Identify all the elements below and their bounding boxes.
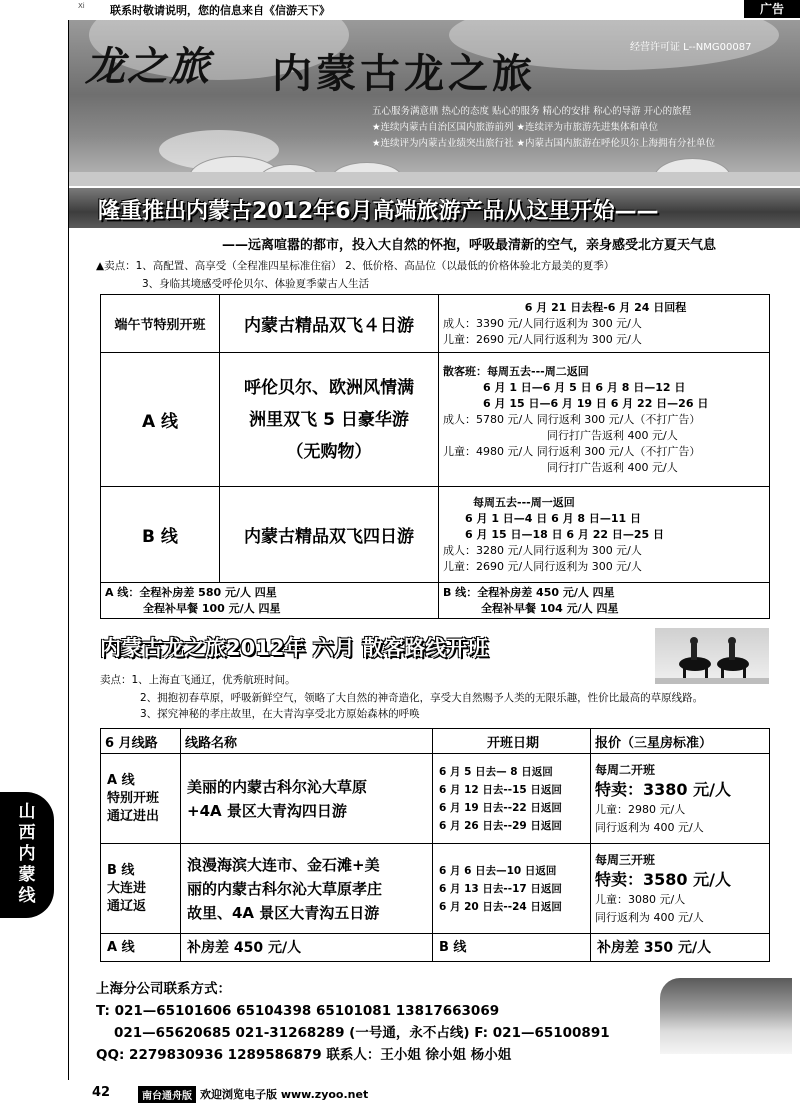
grassland: [69, 172, 800, 186]
room-supplement: 补房差 350 元/人: [591, 934, 770, 962]
date-line: 6 月 5 日去— 8 日返回: [439, 765, 553, 778]
date-line: 6 月 26 日去--29 日返回: [439, 819, 562, 832]
supplement-a: [101, 583, 439, 619]
price-main: 特卖：3380 元/人: [595, 779, 731, 799]
page-number: 42: [92, 1085, 111, 1100]
price-head: 每周三开班: [595, 852, 656, 867]
table-row: [101, 844, 770, 934]
detail-line: 全程补早餐 100 元/人 四星: [143, 601, 281, 615]
selling-point: ▲卖点：1、高配置、高享受（全程准四星标准住宿） 2、低价格、高品位（以最低的价格体验北方最美的夏季）: [96, 260, 615, 272]
route-name-line: 浪漫海滨大连市、金石滩+美: [187, 855, 380, 874]
table-header-row: [101, 729, 770, 754]
row-label: B 线: [101, 487, 220, 583]
route-code: B 线: [433, 934, 591, 962]
detail-line: 成人：3390 元/人同行返利为 300 元/人: [443, 316, 642, 330]
route-name: [181, 844, 433, 934]
side-tab-char: 西: [18, 823, 36, 843]
detail-line: 全程补早餐 104 元/人 四星: [481, 601, 619, 615]
top-notice: 联系时敬请说明，您的信息来自《信游天下》: [110, 4, 330, 17]
route-line: 大连进: [107, 880, 147, 896]
product-details: [439, 487, 770, 583]
contact-block: [96, 978, 610, 1066]
horse-icon: [655, 628, 769, 684]
detail-line: 6 月 15 日—6 月 19 日 6 月 22 日—26 日: [483, 396, 709, 410]
price-child: 儿童：3080 元/人: [595, 892, 686, 906]
slogan-line: ★连续内蒙古自治区国内旅游前列 ★连续评为市旅游先进集体和单位: [372, 122, 659, 133]
headline-text: 隆重推出内蒙古2012年6月高端旅游产品从这里开始——: [98, 199, 659, 224]
side-tab-char: 线: [18, 886, 36, 906]
column-header: 开班日期: [433, 729, 591, 754]
route-table: [100, 728, 770, 962]
route-price: [591, 754, 770, 844]
phone-line: T: 021—65101606 65104398 65101081 13817663069: [96, 1003, 500, 1019]
column-header: 线路名称: [181, 729, 433, 754]
brand-title: 内蒙古龙之旅: [272, 51, 536, 97]
product-table: [100, 294, 770, 619]
product-details: [439, 295, 770, 353]
date-line: 6 月 12 日去--15 日返回: [439, 783, 562, 796]
detail-line: 成人：5780 元/人 同行返利 300 元/人（不打广告）: [443, 412, 701, 426]
price-rebate: 同行返利为 400 元/人: [595, 910, 704, 924]
license-number: 经营许可证 L--NMG00087: [630, 42, 752, 53]
table-row: [101, 934, 770, 962]
horse-riders-image: [655, 628, 769, 684]
route-code: [101, 844, 181, 934]
column-header: 报价（三星房标准）: [591, 729, 770, 754]
lake-landscape-image: [660, 978, 792, 1054]
table-row: [101, 353, 770, 487]
detail-line: 儿童：4980 元/人 同行返利 300 元/人（不打广告）: [443, 444, 701, 458]
detail-line: A 线：全程补房差 580 元/人 四星: [105, 585, 277, 599]
brand-logo-art: 龙之旅: [85, 43, 211, 90]
route-dates: [433, 754, 591, 844]
detail-line: 成人：3280 元/人同行返利为 300 元/人: [443, 543, 642, 557]
table-row: [101, 487, 770, 583]
ad-tag: 广告: [744, 0, 800, 18]
route-code: [101, 754, 181, 844]
magazine-logo: Xi: [78, 2, 85, 10]
route-dates: [433, 844, 591, 934]
route-line: A 线: [107, 772, 135, 788]
route-line: 通辽进出: [107, 808, 160, 824]
price-child: 儿童：2980 元/人: [595, 802, 686, 816]
price-main: 特卖：3580 元/人: [595, 869, 731, 889]
qq-line: QQ: 2279830936 1289586879 联系人：王小姐 徐小姐 杨小姐: [96, 1047, 512, 1063]
route-price: [591, 844, 770, 934]
side-tab-char: 山: [18, 802, 36, 822]
slogan-line: ★连续评为内蒙古业绩突出旅行社 ★内蒙古国内旅游在呼伦贝尔上海拥有分社单位: [372, 138, 716, 149]
route-name-line: 故里、4A 景区大青沟五日游: [187, 903, 380, 922]
route-name-line: 美丽的内蒙古科尔沁大草原: [187, 777, 368, 796]
price-head: 每周二开班: [595, 762, 656, 777]
section-title: 内蒙古龙之旅2012年 六月 散客路线开班: [100, 636, 489, 660]
detail-line: 儿童：2690 元/人同行返利为 300 元/人: [443, 332, 642, 346]
table-row: [101, 295, 770, 353]
detail-line: 6 月 1 日—6 月 5 日 6 月 8 日—12 日: [483, 380, 686, 394]
date-line: 6 月 20 日去--24 日返回: [439, 900, 562, 913]
product-name: 内蒙古精品双飞四日游: [220, 487, 439, 583]
selling-point: 2、拥抱初春草原，呼吸新鲜空气，领略了大自然的神奇造化，享受大自然赐予人类的无限乐趣，性价比最高的草原线路。: [140, 692, 704, 704]
detail-line: B 线：全程补房差 450 元/人 四星: [443, 585, 615, 599]
date-line: 6 月 19 日去--22 日返回: [439, 801, 562, 814]
table-row: [101, 754, 770, 844]
column-header: 6 月线路: [101, 729, 181, 754]
route-line: 特别开班: [107, 790, 160, 806]
side-tab-char: 蒙: [18, 865, 36, 885]
date-line: 6 月 6 日去—10 日返回: [439, 864, 557, 877]
product-name: [220, 353, 439, 487]
route-name-line: +4A 景区大青沟四日游: [187, 801, 347, 820]
contact-heading: 上海分公司联系方式：: [96, 981, 231, 997]
selling-point: 卖点：1、上海直飞通辽，优秀航班时间。: [100, 674, 296, 686]
selling-point: 3、身临其境感受呼伦贝尔、体验夏季蒙古人生活: [142, 278, 370, 290]
room-supplement: 补房差 450 元/人: [181, 934, 433, 962]
product-line: 呼伦贝尔、欧洲风情满: [244, 377, 414, 398]
detail-line: 同行打广告返利 400 元/人: [547, 460, 678, 474]
row-label: A 线: [101, 353, 220, 487]
route-name: [181, 754, 433, 844]
slogan-line: 五心服务满意鼎 热心的态度 贴心的服务 精心的安排 称心的导游 开心的旅程: [372, 106, 692, 117]
edition-badge: 南台通舟版: [138, 1086, 196, 1103]
footer-text: 欢迎浏览电子版 www.zyoo.net: [200, 1088, 369, 1101]
date-line: 6 月 13 日去--17 日返回: [439, 882, 562, 895]
route-line: B 线: [107, 862, 135, 878]
banner-slogans: [372, 104, 792, 152]
supplement-b: [439, 583, 770, 619]
route-name-line: 丽的内蒙古科尔沁大草原孝庄: [187, 879, 383, 898]
section-side-tab: [0, 792, 54, 918]
product-details: [439, 353, 770, 487]
product-name: 内蒙古精品双飞４日游: [220, 295, 439, 353]
price-rebate: 同行返利为 400 元/人: [595, 820, 704, 834]
selling-point: 3、探究神秘的孝庄故里，在大青沟享受北方原始森林的呼唤: [140, 708, 420, 720]
phone-line: 021—65620685 021-31268289 (一号通，永不占线) F: 021—65100891: [114, 1025, 610, 1041]
detail-line: 6 月 21 日去程-6 月 24 日回程: [524, 300, 687, 314]
side-tab-char: 内: [18, 844, 36, 864]
detail-line: 每周五去---周一返回: [473, 495, 575, 509]
row-label: 端午节特别开班: [101, 295, 220, 353]
detail-line: 6 月 15 日—18 日 6 月 22 日—25 日: [465, 527, 665, 541]
detail-line: 儿童：2690 元/人同行返利为 300 元/人: [443, 559, 642, 573]
detail-line: 6 月 1 日—4 日 6 月 8 日—11 日: [465, 511, 642, 525]
route-code: A 线: [101, 934, 181, 962]
detail-line: 散客班：每周五去---周二返回: [443, 364, 589, 378]
route-line: 通辽返: [107, 898, 147, 914]
product-line: （无购物）: [286, 441, 372, 462]
headline-subline: ——远离喧嚣的都市，投入大自然的怀抱，呼吸最清新的空气，亲身感受北方夏天气息: [222, 238, 717, 253]
product-line: 洲里双飞 5 日豪华游: [249, 409, 409, 430]
detail-line: 同行打广告返利 400 元/人: [547, 428, 678, 442]
table-row: [101, 583, 770, 619]
